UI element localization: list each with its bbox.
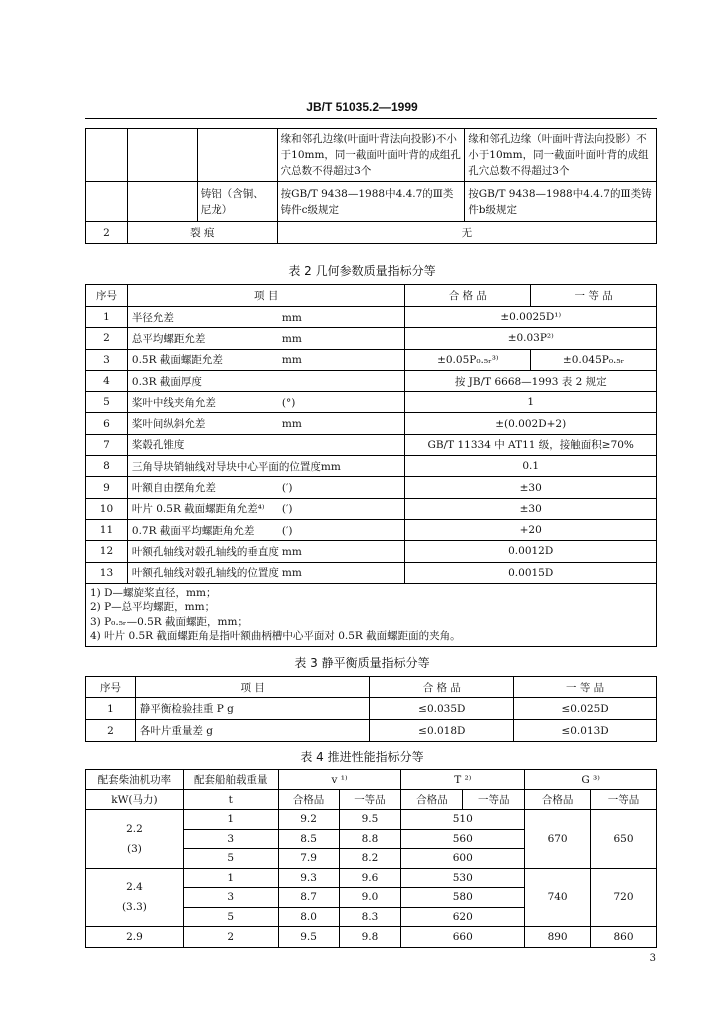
t2-no: 4: [86, 370, 128, 391]
t2-item-label: 桨叶间纵斜允差: [131, 418, 206, 431]
t4-header-T: T ²⁾: [401, 770, 525, 790]
t2-value: GB/T 11334 中 AT11 级，接触面积≥70%: [405, 434, 657, 455]
t2-item: [127, 413, 405, 434]
t4-header-v: v ¹⁾: [278, 770, 401, 790]
t3-first: ≤0.025D: [514, 698, 657, 720]
t4-load: 1: [183, 810, 278, 830]
t4-load: 5: [183, 907, 278, 927]
t4-header-v-qualified: 合格品: [278, 790, 339, 810]
table2: [85, 284, 657, 647]
table-row: [86, 810, 657, 830]
t2-no: 1: [86, 307, 128, 328]
t2-no: 13: [86, 562, 128, 583]
t2-qualified: ±0.05P₀.₅ᵣ³⁾: [405, 349, 531, 370]
t4-header-load: 配套船舶载重量: [183, 770, 278, 790]
t2-item: [127, 349, 405, 370]
t4-v-qualified: 8.5: [278, 829, 339, 849]
t4-G-first: 860: [591, 927, 657, 948]
t4-header-G: G ³⁾: [525, 770, 657, 790]
table-row: [86, 307, 657, 328]
t1-al-right-text: 按GB/T 9438—1988中4.4.7的Ⅲ类铸件b级规定: [465, 182, 657, 222]
t2-header-first: 一 等 品: [531, 285, 657, 307]
t3-header-first: 一 等 品: [514, 677, 657, 698]
t4-load: 3: [183, 888, 278, 908]
t2-item: [127, 541, 405, 562]
t2-item-label: 叶额自由摆角允差: [131, 482, 216, 495]
table-row: [86, 868, 657, 888]
t4-v-qualified: 8.0: [278, 907, 339, 927]
t2-header-item: 项 目: [127, 285, 405, 307]
t2-item-unit: mm: [281, 354, 302, 367]
t2-no: 9: [86, 477, 128, 498]
t1-row2-no: 2: [86, 222, 128, 244]
t4-header-T-first: 一等品: [463, 790, 525, 810]
t2-value: +20: [405, 519, 657, 540]
table2-caption: 表 2 几何参数质量指标分等: [288, 264, 436, 278]
t3-no: 1: [86, 698, 136, 720]
t2-item: [127, 498, 405, 519]
t2-item-label: 叶额孔轴线对毂孔轴线的位置度: [131, 567, 279, 580]
t2-item: [127, 562, 405, 583]
t2-no: 12: [86, 541, 128, 562]
t4-header-power-unit: kW(马力): [86, 790, 184, 810]
t2-item: [127, 328, 405, 349]
t2-value: ±0.0025D¹⁾: [405, 307, 657, 328]
table-row: [86, 498, 657, 519]
table-row: [86, 370, 657, 391]
t4-header-G-first: 一等品: [591, 790, 657, 810]
t4-v-first: 9.5: [339, 810, 401, 830]
t2-item: [127, 434, 405, 455]
t4-power: [86, 810, 184, 869]
t4-load: 2: [183, 927, 278, 948]
t2-value: 0.1: [405, 456, 657, 477]
header-rule: [85, 118, 657, 119]
t4-header-load-unit: t: [183, 790, 278, 810]
t2-value: 0.0012D: [405, 541, 657, 562]
t4-power-hp: (3): [126, 842, 142, 855]
t2-item: [127, 519, 405, 540]
table1-continuation: [85, 128, 657, 244]
t3-item-unit: g: [206, 725, 213, 737]
t1-row2-item: 裂 痕: [127, 222, 277, 244]
t3-item: [135, 698, 369, 720]
t2-note: 4) 叶片 0.5R 截面螺距角是指叶额曲柄槽中心平面对 0.5R 截面螺距面的夹角。: [90, 630, 461, 643]
t4-v-qualified: 8.7: [278, 888, 339, 908]
t1-cell-empty: [86, 129, 128, 182]
t4-v-qualified: 9.3: [278, 868, 339, 888]
t4-header-v-first: 一等品: [339, 790, 401, 810]
table-row: [86, 519, 657, 540]
t2-notes: [86, 583, 657, 646]
t1-top-left-text: 缘和邻孔边缘(叶面叶背法向投影)不小于10mm，同一截面叶面叶背的成组孔穴总数不得超过3个: [277, 129, 465, 182]
t4-T: 530: [401, 868, 525, 888]
t4-header-T-qualified: 合格品: [401, 790, 463, 810]
table-row: [86, 413, 657, 434]
t2-value: 按 JB/T 6668—1993 表 2 规定: [405, 370, 657, 391]
t4-v-first: 8.2: [339, 849, 401, 869]
t2-item-unit: (′): [281, 524, 293, 537]
t2-item: [127, 477, 405, 498]
t4-G-first: 720: [591, 868, 657, 927]
t2-item-label: 半径允差: [131, 311, 174, 324]
t4-power-kw: 2.9: [126, 931, 143, 943]
t1-row2-value: 无: [277, 222, 656, 244]
t4-G-qualified: 890: [525, 927, 591, 948]
t1-cell-empty: [197, 129, 277, 182]
t2-item: [127, 456, 405, 477]
t2-item-unit: mm: [320, 460, 341, 473]
t3-item: [135, 720, 369, 742]
t1-cell-empty: [86, 182, 128, 222]
t4-power-kw: 2.2: [126, 822, 143, 835]
table-row: [86, 434, 657, 455]
t1-al-left-text: 按GB/T 9438—1988中4.4.7的Ⅲ类铸件c级规定: [277, 182, 465, 222]
t4-T: 600: [401, 849, 525, 869]
table-row: [86, 392, 657, 413]
t2-no: 5: [86, 392, 128, 413]
t2-item-label: 三角导块销轴线对导块中心平面的位置度: [131, 460, 321, 473]
t3-qualified: ≤0.035D: [370, 698, 514, 720]
t4-G-qualified: 740: [525, 868, 591, 927]
t3-item-label: 静平衡检验挂重 P: [139, 703, 224, 715]
t4-v-first: 8.8: [339, 829, 401, 849]
t2-no: 6: [86, 413, 128, 434]
t2-value: ±30: [405, 477, 657, 498]
t2-item-label: 桨毂孔锥度: [131, 439, 185, 452]
t4-load: 1: [183, 868, 278, 888]
t2-item-unit: mm: [281, 418, 302, 431]
t2-header-qualified: 合 格 品: [405, 285, 531, 307]
t2-no: 2: [86, 328, 128, 349]
t4-G-qualified: 670: [525, 810, 591, 869]
table-row: [86, 477, 657, 498]
table3-caption: 表 3 静平衡质量指标分等: [294, 656, 430, 670]
t4-load: 5: [183, 849, 278, 869]
t2-value: 0.0015D: [405, 562, 657, 583]
t4-v-first: 8.3: [339, 907, 401, 927]
table-row: [86, 328, 657, 349]
t3-qualified: ≤0.018D: [370, 720, 514, 742]
t4-G-first: 650: [591, 810, 657, 869]
t4-power-kw: 2.4: [126, 881, 143, 894]
t2-item: [127, 307, 405, 328]
t4-v-first: 9.8: [339, 927, 401, 948]
t3-header-item: 项 目: [135, 677, 369, 698]
t2-no: 10: [86, 498, 128, 519]
t2-item-unit: mm: [281, 545, 302, 558]
t4-T: 510: [401, 810, 525, 830]
t3-first: ≤0.013D: [514, 720, 657, 742]
table4-caption: 表 4 推进性能指标分等: [300, 750, 424, 764]
t2-value: 1: [405, 392, 657, 413]
t4-T: 660: [401, 927, 525, 948]
t2-item: [127, 392, 405, 413]
t2-item-label: 叶额孔轴线对毂孔轴线的垂直度: [131, 545, 279, 558]
t2-item-unit: mm: [281, 332, 302, 345]
t2-item-unit: (′): [281, 482, 293, 495]
t2-item-unit: mm: [281, 567, 302, 580]
t2-no: 11: [86, 519, 128, 540]
t2-item-label: 0.5R 截面螺距允差: [131, 354, 223, 367]
t2-item-label: 0.7R 截面平均螺距角允差: [131, 524, 255, 537]
t2-item-label: 桨叶中线夹角允差: [131, 396, 216, 409]
t2-note: 2) P—总平均螺距，mm；: [90, 601, 216, 614]
t4-header-power: 配套柴油机功率: [86, 770, 184, 790]
t4-v-qualified: 7.9: [278, 849, 339, 869]
table-row: [86, 720, 657, 742]
t4-T: 580: [401, 888, 525, 908]
t3-item-unit: g: [227, 703, 234, 715]
t2-no: 8: [86, 456, 128, 477]
table-row: [86, 541, 657, 562]
t2-item: [127, 370, 405, 391]
t2-item-label: 总平均螺距允差: [131, 332, 206, 345]
t4-power: [86, 868, 184, 927]
t3-no: 2: [86, 720, 136, 742]
t3-header-qualified: 合 格 品: [370, 677, 514, 698]
t2-value: ±(0.002D+2): [405, 413, 657, 434]
t2-item-label: 叶片 0.5R 截面螺距角允差⁴⁾: [131, 503, 265, 516]
table3: [85, 676, 657, 742]
table-row: [86, 698, 657, 720]
t2-no: 3: [86, 349, 128, 370]
table4: [85, 769, 657, 948]
t4-v-qualified: 9.2: [278, 810, 339, 830]
t4-v-qualified: 9.5: [278, 927, 339, 948]
page-number: 3: [649, 953, 656, 964]
t1-cell-empty: [127, 182, 197, 222]
t2-item-label: 0.3R 截面厚度: [131, 375, 202, 388]
t2-first: ±0.045P₀.₅ᵣ: [531, 349, 657, 370]
t2-value: ±0.03P²⁾: [405, 328, 657, 349]
t4-T: 620: [401, 907, 525, 927]
t4-power: [86, 927, 184, 948]
table-row: [86, 456, 657, 477]
t2-item-unit: (′): [281, 503, 293, 516]
table-row: [86, 349, 657, 370]
t4-load: 3: [183, 829, 278, 849]
t2-header-no: 序号: [86, 285, 128, 307]
t1-material: 铸铝（含铜、尼龙）: [197, 182, 277, 222]
t4-header-G-qualified: 合格品: [525, 790, 591, 810]
t2-item-unit: (°): [281, 396, 296, 409]
t1-top-right-text: 缘和邻孔边缘（叶面叶背法向投影）不小于10mm，同一截面叶面叶背的成组孔穴总数不得超过3个: [465, 129, 657, 182]
standard-code-header: JB/T 51035.2—1999: [306, 100, 418, 114]
t2-note: 3) P₀.₅ᵣ—0.5R 截面螺距，mm；: [90, 615, 248, 628]
t4-v-first: 9.0: [339, 888, 401, 908]
t2-note: 1) D—螺旋桨直径，mm；: [90, 586, 217, 599]
t1-cell-empty: [127, 129, 197, 182]
t3-header-no: 序号: [86, 677, 136, 698]
t4-v-first: 9.6: [339, 868, 401, 888]
t2-item-unit: mm: [281, 311, 302, 324]
t4-T: 560: [401, 829, 525, 849]
table-row: [86, 927, 657, 948]
t2-value: ±30: [405, 498, 657, 519]
t2-no: 7: [86, 434, 128, 455]
t4-power-hp: (3.3): [121, 901, 147, 914]
table-row: [86, 562, 657, 583]
t3-item-label: 各叶片重量差: [139, 725, 203, 737]
